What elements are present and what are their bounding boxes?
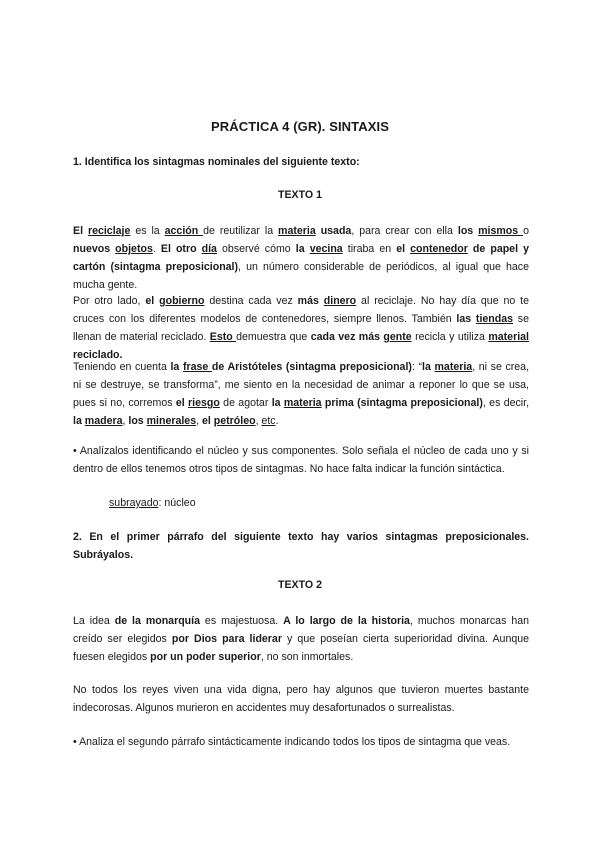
highlighted-phrase: El otro: [160, 243, 202, 255]
highlighted-phrase: reciclado.: [73, 349, 123, 361]
nucleus-word: materia: [278, 225, 316, 237]
highlighted-phrase: nuevos: [73, 243, 116, 255]
texto-2-paragraph-2: No todos los reyes viven una vida digna, pero hay algunos que tuvieron muertes bastante indecorosas. Algunos murieron en accidentes muy desafortunados o surrealistas.: [73, 684, 529, 714]
nucleus-word: dinero: [323, 295, 357, 307]
texto-2-paragraph-1: La idea de la monarquía es majestuosa. A lo largo de la historia, muchos monarcas han creído ser elegidos por Dios para liderar y que poseían cierta superioridad divina. Aunque fuesen elegidos por un poder superior, no son inmortales.: [73, 615, 530, 663]
nucleus-word: contenedor: [410, 243, 468, 255]
texto-1-paragraph-1: El reciclaje es la acción de reutilizar la materia usada, para crear con ella los mismos o nuevos objetos. El otro día observé cómo la vecina tiraba en el contenedor de papel y cartón (sintagma preposicional), un número considerable de periódicos, al igual que hace mucha gente.: [73, 225, 530, 291]
highlighted-phrase: la: [170, 361, 183, 373]
legend-value: : núcleo: [158, 497, 196, 509]
nucleus-word: petróleo: [213, 415, 256, 427]
highlighted-phrase: el: [145, 295, 160, 307]
nucleus-word: tiendas: [475, 313, 514, 325]
legend-line: [73, 494, 565, 512]
exercise-1-heading: 1. Identifica los sintagmas nominales del siguiente texto:: [73, 156, 360, 168]
texto-1-paragraph-3: Teniendo en cuenta la frase de Aristóteles (sintagma preposicional): “la materia, ni se crea, ni se destruye, se transforma”, me siento en la necesidad de animar a reponer lo que se usa, pues si no, corremos el riesgo de agotar la materia prima (sintagma preposicional), es decir, la madera, los minerales, el petróleo, etc.: [73, 361, 530, 427]
nucleus-word: vecina: [309, 243, 343, 255]
nucleus-word: acción: [164, 225, 204, 237]
nucleus-word: material: [488, 331, 529, 343]
highlighted-phrase: de papel y cartón (sintagma preposicional): [73, 243, 529, 273]
highlighted-phrase: de la monarquía: [114, 615, 200, 627]
highlighted-phrase: A lo largo de la historia: [283, 615, 410, 627]
highlighted-phrase: la: [295, 243, 310, 255]
nucleus-word: minerales: [146, 415, 197, 427]
highlighted-phrase: los: [128, 415, 147, 427]
nucleus-word: riesgo: [188, 397, 220, 409]
highlighted-phrase: por un poder superior: [150, 651, 261, 663]
exercise-2-instruction: • Analiza el segundo párrafo sintácticamente indicando todos los tipos de sintagma que veas.: [73, 736, 511, 748]
texto-1-label: TEXTO 1: [278, 189, 322, 201]
highlighted-phrase: el: [175, 397, 189, 409]
highlighted-phrase: cada vez más: [310, 331, 384, 343]
highlighted-phrase: más: [297, 295, 324, 307]
texto-1-paragraph-2: Por otro lado, el gobierno destina cada vez más dinero al reciclaje. No hay día que no te cruces con los diferentes modelos de contenedores, siempre llenos. También las tiendas se llenan de material reciclado. Esto demuestra que cada vez más gente recicla y utiliza material reciclado.: [73, 295, 529, 361]
highlighted-phrase: por Dios para liderar: [171, 633, 282, 645]
highlighted-phrase: la: [73, 415, 85, 427]
highlighted-phrase: El: [73, 225, 88, 237]
nucleus-word: reciclaje: [87, 225, 131, 237]
nucleus-word: objetos: [115, 243, 153, 255]
highlighted-phrase: la: [422, 361, 435, 373]
highlighted-phrase: la: [271, 397, 284, 409]
highlighted-phrase: prima (sintagma preposicional): [321, 397, 483, 409]
nucleus-word: mismos: [478, 225, 524, 237]
highlighted-phrase: de Aristóteles (sintagma preposicional): [211, 361, 412, 373]
nucleus-word: materia: [283, 397, 322, 409]
nucleus-word: materia: [434, 361, 473, 373]
highlighted-phrase: los: [457, 225, 479, 237]
nucleus-word: madera: [84, 415, 123, 427]
legend-key: subrayado: [109, 497, 159, 509]
nucleus-word: Esto: [209, 331, 237, 343]
highlighted-phrase: el: [396, 243, 411, 255]
exercise-1-instruction: • Analízalos identificando el núcleo y sus componentes. Solo señala el núcleo de cada uno y si dentro de ellos tenemos otros tipos de sintagmas. No hace falta indicar la función sintáctica.: [73, 445, 529, 475]
exercise-2-heading: 2. En el primer párrafo del siguiente texto hay varios sintagmas preposicionales. Subráyalos.: [73, 531, 529, 561]
page-title: PRÁCTICA 4 (GR). SINTAXIS: [210, 119, 389, 134]
nucleus-word: etc: [261, 415, 276, 427]
nucleus-word: frase: [182, 361, 212, 373]
texto-2-label: TEXTO 2: [278, 579, 322, 591]
highlighted-phrase: el: [201, 415, 214, 427]
nucleus-word: gente: [383, 331, 412, 343]
nucleus-word: día: [201, 243, 217, 255]
nucleus-word: gobierno: [159, 295, 205, 307]
highlighted-phrase: usada: [315, 225, 352, 237]
highlighted-phrase: las: [456, 313, 476, 325]
